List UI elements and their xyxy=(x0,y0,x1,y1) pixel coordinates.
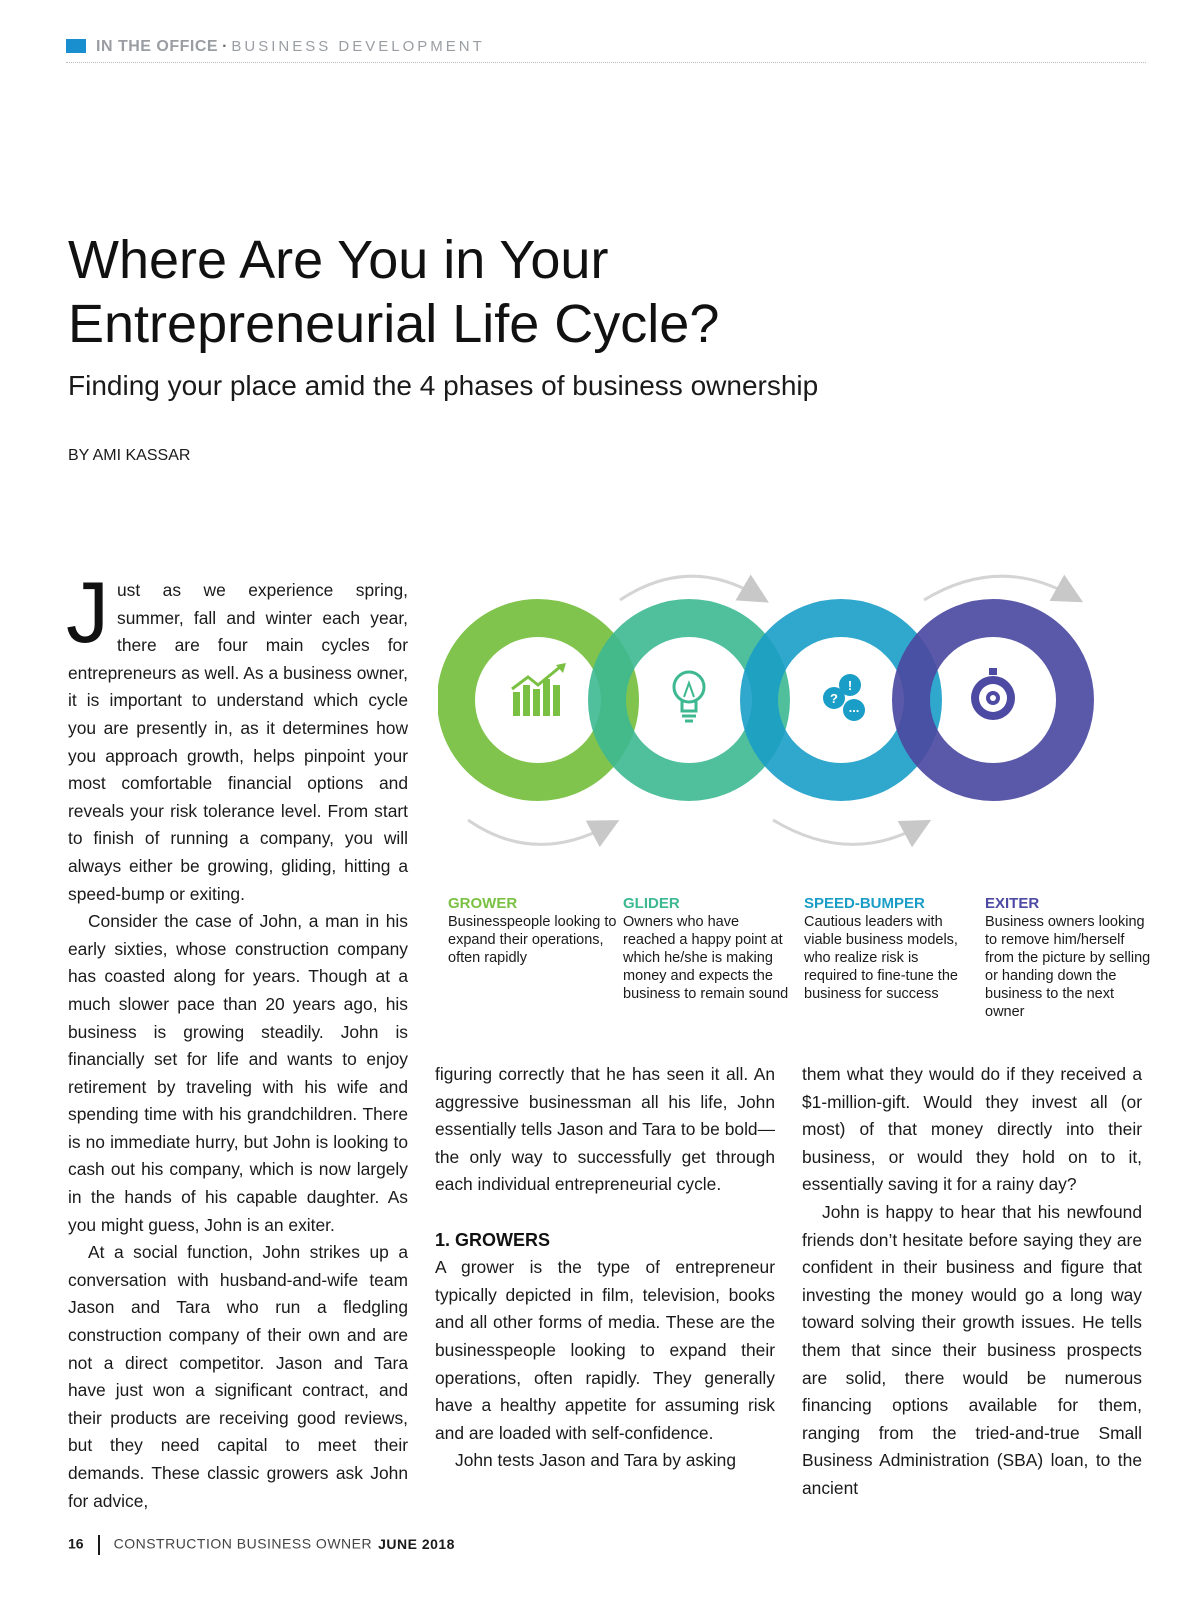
section-header xyxy=(66,38,1146,64)
phase-name: SPEED-BUMPER xyxy=(804,895,925,912)
phase-glider xyxy=(623,895,793,1003)
body-column-2 xyxy=(435,1061,775,1475)
svg-text:...: ... xyxy=(848,700,860,715)
paragraph: figuring correctly that he has seen it all. An aggressive businessman all his life, John essentially tells Jason and Tara to be bold—the only way to successfully get through each individual entrepreneurial cycle. xyxy=(435,1064,775,1195)
article-title: Where Are You in Your Entrepreneurial Life Cycle? xyxy=(68,230,720,354)
section-separator: · xyxy=(222,38,228,55)
paragraph: A grower is the type of entrepreneur typically depicted in film, television, books and all other forms of media. These are the businesspeople looking to expand their operations, often rapidly. They generally have a healthy appetite for assuming risk and are loaded with self-confidence. xyxy=(435,1257,775,1443)
page-footer xyxy=(68,1535,455,1555)
phase-name: EXITER xyxy=(985,895,1040,912)
svg-text:?: ? xyxy=(830,691,838,706)
phase-exiter xyxy=(985,895,1155,1021)
article-subtitle: Finding your place amid the 4 phases of business ownership xyxy=(68,370,819,401)
growth-chart-icon xyxy=(512,663,566,716)
phase-description: Business owners looking to remove him/herself from the picture by selling or handing down the business to the next owner xyxy=(985,914,1151,1020)
footer-divider xyxy=(98,1535,100,1555)
cycle-arrow-bottom-1 xyxy=(468,820,606,844)
paragraph: John is happy to hear that his newfound friends don’t hesitate before saying they are confident in their business and figure that investing the money would go a long way toward solving their growth issues. He tells them that since their business prospects are solid, there would be numerous financing options available for them, ranging from the tried-and-true Small Business Administration (SBA) loan, to the ancient xyxy=(802,1201,1142,1498)
section-name: IN THE OFFICE xyxy=(96,38,219,55)
byline: BY AMI KASSAR xyxy=(68,447,191,464)
paragraph: John tests Jason and Tara by asking xyxy=(455,1450,737,1471)
paragraph xyxy=(66,565,408,908)
paragraph: them what they would do if they received a $1-million-gift. Would they invest all (or most) of that money directly into their business, or would they hold on to it, essentially saving it for a rainy day? xyxy=(802,1064,1142,1195)
speech-bubbles-icon xyxy=(823,674,865,721)
stopwatch-icon xyxy=(971,668,1015,720)
subsection-name: BUSINESS DEVELOPMENT xyxy=(231,38,485,55)
phase-speed-bumper xyxy=(804,895,974,1003)
cycle-arrow-top-2 xyxy=(924,576,1070,600)
magazine-name: CONSTRUCTION BUSINESS OWNER xyxy=(113,1535,373,1552)
header-divider xyxy=(66,62,1146,63)
section-label xyxy=(96,38,485,56)
phase-description: Cautious leaders with viable business models, who realize risk is required to fine-tune the business for success xyxy=(804,914,958,1002)
paragraph-text: ust as we experience spring, summer, fall and winter each year, there are four main cycles for entrepreneurs as well. As a business owner, it is important to understand which cycle you are presently in, as it determines how you approach growth, helps pinpoint your most comfortable financial options and reveals your risk tolerance level. From start to finish of running a company, you will always either be growing, gliding, hitting a speed-bump or exiting. xyxy=(68,580,408,904)
body-column-1 xyxy=(66,565,408,1515)
page-number: 16 xyxy=(68,1535,84,1552)
phase-name: GLIDER xyxy=(623,895,680,912)
phase-description: Owners who have reached a happy point at which he/she is making money and expects the business to remain sound xyxy=(623,914,789,1002)
drop-cap: J xyxy=(66,565,109,661)
svg-text:!: ! xyxy=(847,678,853,693)
phase-description: Businesspeople looking to expand their operations, often rapidly xyxy=(448,914,617,966)
phase-name: GROWER xyxy=(448,895,518,912)
issue-date: JUNE 2018 xyxy=(378,1535,455,1552)
lightbulb-icon xyxy=(674,672,704,721)
cycle-arrow-bottom-2 xyxy=(773,820,918,844)
life-cycle-infographic xyxy=(438,565,1154,855)
section-heading: 1. GROWERS xyxy=(435,1229,551,1250)
phase-grower xyxy=(448,895,618,967)
paragraph: At a social function, John strikes up a conversation with husband-and-wife team Jason and Tara who run a fledgling construction company of their own and are not a direct competitor. Jason and Tara have just won a significant contract, and their products are receiving good reviews, but they need capital to meet their demands. These classic growers ask John for advice, xyxy=(68,1242,408,1511)
cycle-arrow-top-1 xyxy=(620,576,756,600)
section-marker xyxy=(66,39,86,53)
body-column-3 xyxy=(802,1061,1142,1503)
paragraph: Consider the case of John, a man in his early sixties, whose construction company has coasted along for years. Though at a much slower pace than 20 years ago, his business is growing steadily. John is financially set for life and wants to enjoy retirement by traveling with his wife and spending time with his grandchildren. There is no immediate hurry, but John is looking to cash out his company, which is now largely in the hands of his capable daughter. As you might guess, John is an exiter. xyxy=(68,911,408,1235)
